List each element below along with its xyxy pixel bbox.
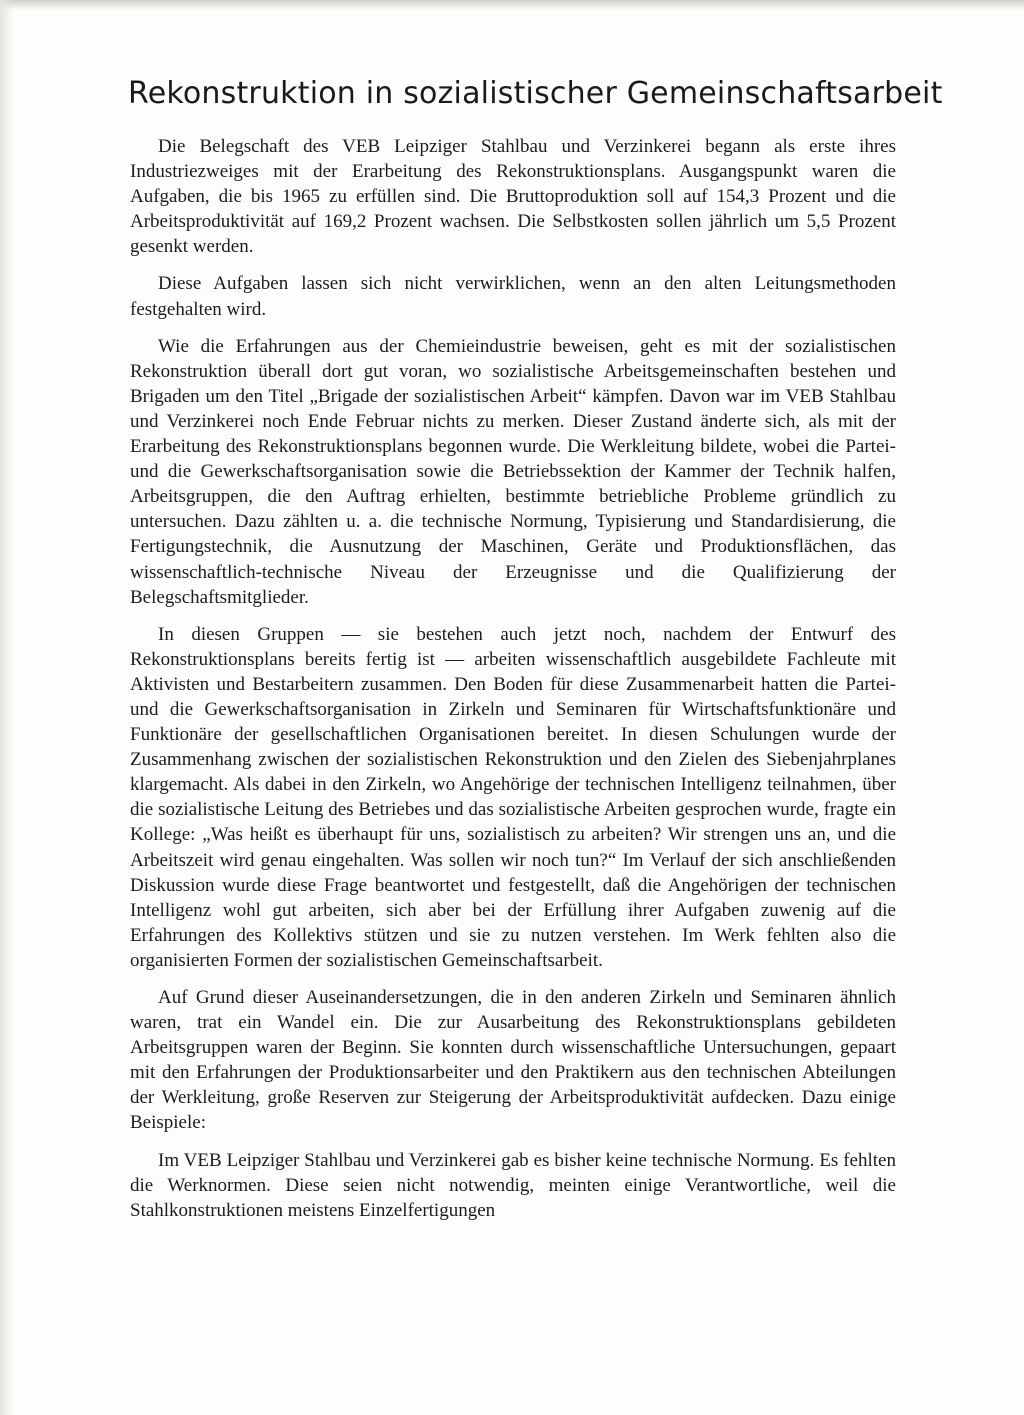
paragraph: In diesen Gruppen — sie bestehen auch jetzt noch, nachdem der Entwurf des Rekonstruktionsplans bereits fertig ist — arbeiten wissenschaftlich ausgebildete Fachleute mit Aktivisten und Bestarbeitern zusammen. Den Boden für diese Zusammenarbeit hatten die Partei- und die Gewerkschaftsorganisation in Zirkeln und Seminaren für Wirtschaftsfunktionäre und Funktionäre der gesellschaftlichen Organisationen bereitet. In diesen Schulungen wurde der Zusammenhang zwischen der sozialistischen Rekonstruktion und den Zielen des Siebenjahrplanes klargemacht. Als dabei in den Zirkeln, wo Angehörige der technischen Intelligenz teilnahmen, über die sozialistische Leitung des Betriebes und das sozialistische Arbeiten gesprochen wurde, fragte ein Kollege: „Was heißt es überhaupt für uns, sozialistisch zu arbeiten? Wir strengen uns an, und die Arbeitszeit wird genau eingehalten. Was sollen wir noch tun?“ Im Verlauf der sich anschließenden Diskussion wurde diese Frage beantwortet und festgestellt, daß die Angehörigen der technischen Intelligenz wohl gut arbeiten, sich aber bei der Erfüllung ihrer Aufgaben zuwenig auf die Erfahrungen des Kollektivs stützen und sie zu nutzen verstehen. Im Werk fehlten also die organisierten Formen der sozialistischen Gemeinschaftsarbeit. (130, 623, 896, 971)
paragraph: Die Belegschaft des VEB Leipziger Stahlbau und Verzinkerei begann als erste ihres Industriezweiges mit der Erarbeitung des Rekonstruktionsplans. Ausgangspunkt waren die Aufgaben, die bis 1965 zu erfüllen sind. Die Bruttoproduktion soll auf 154,3 Prozent und die Arbeitsproduktivität auf 169,2 Prozent wachsen. Die Selbstkosten sollen jährlich um 5,5 Prozent gesenkt werden. (130, 136, 896, 258)
article-body (130, 134, 896, 1235)
paragraph: Diese Aufgaben lassen sich nicht verwirklichen, wenn an den alten Leitungsmethoden festgehalten wird. (130, 273, 896, 320)
paragraph: Im VEB Leipziger Stahlbau und Verzinkerei gab es bisher keine technische Normung. Es fehlten die Werknormen. Diese seien nicht notwendig, meinten einige Verantwortliche, weil die Stahlkonstruktionen meistens Einzelfertigungen (130, 1149, 896, 1221)
paragraph: Wie die Erfahrungen aus der Chemieindustrie beweisen, geht es mit der sozialistischen Rekonstruktion überall dort gut voran, wo sozialistische Arbeitsgemeinschaften bestehen und Brigaden um den Titel „Brigade der sozialistischen Arbeit“ kämpfen. Davon war im VEB Stahlbau und Verzinkerei noch Ende Februar nichts zu merken. Dieser Zustand änderte sich, als mit der Erarbeitung des Rekonstruktionsplans begonnen wurde. Die Werkleitung bildete, wobei die Partei- und die Gewerkschaftsorganisation sowie die Betriebssektion der Kammer der Technik halfen, Arbeitsgruppen, die den Auftrag erhielten, bestimmte betriebliche Probleme gründlich zu untersuchen. Dazu zählten u. a. die technische Normung, Typisierung und Standardisierung, die Fertigungstechnik, die Ausnutzung der Maschinen, Geräte und Produktionsflächen, das wissenschaftlich-technische Niveau der Erzeugnisse und die Qualifizierung der Belegschaftsmitglieder. (130, 335, 896, 608)
scan-left-edge (0, 0, 14, 1415)
paragraph: Auf Grund dieser Auseinandersetzungen, die in den anderen Zirkeln und Seminaren ähnlich waren, trat ein Wandel ein. Die zur Ausarbeitung des Rekonstruktionsplans gebildeten Arbeitsgruppen waren der Beginn. Sie konnten durch wissenschaftliche Untersuchungen, gepaart mit den Erfahrungen der Produktionsarbeiter und den Praktikern aus den technischen Abteilungen der Werkleitung, große Reserven zur Steigerung der Arbeitsproduktivität aufdecken. Dazu einige Beispiele: (130, 987, 896, 1134)
page-title: Rekonstruktion in sozialistischer Gemeinschaftsarbeit (128, 76, 943, 111)
scan-top-edge (0, 0, 1024, 10)
